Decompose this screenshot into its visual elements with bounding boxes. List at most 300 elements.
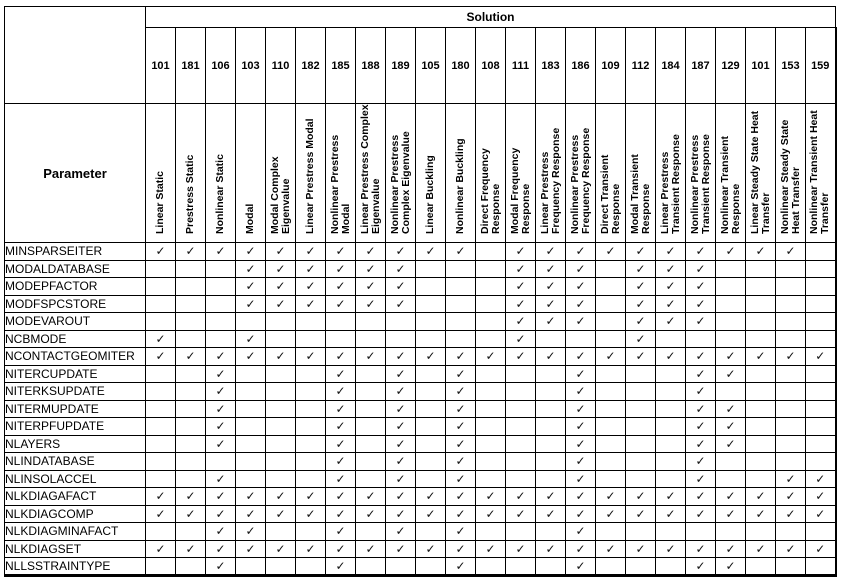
check-cell: [236, 400, 266, 418]
check-cell: [446, 260, 476, 278]
checkmark-icon: ✓: [686, 453, 716, 471]
check-cell: [446, 330, 476, 348]
checkmark-icon: ✓: [536, 348, 566, 366]
check-cell: [746, 400, 776, 418]
check-cell: [746, 418, 776, 436]
check-cell: [236, 453, 266, 471]
check-cell: [596, 453, 626, 471]
check-cell: [416, 453, 446, 471]
check-cell: [506, 453, 536, 471]
checkmark-icon: ✓: [686, 278, 716, 296]
check-cell: [506, 558, 536, 576]
check-cell: [596, 523, 626, 541]
check-cell: [596, 418, 626, 436]
solution-title-row: [5, 7, 836, 28]
checkmark-icon: ✓: [746, 505, 776, 523]
checkmark-icon: ✓: [446, 523, 476, 541]
checkmark-icon: ✓: [626, 540, 656, 558]
check-cell: [506, 365, 536, 383]
check-cell: [176, 295, 206, 313]
checkmark-icon: ✓: [236, 488, 266, 506]
check-cell: [746, 330, 776, 348]
solution-label-cell: [386, 104, 416, 243]
checkmark-icon: ✓: [806, 470, 836, 488]
parameter-name: NCBMODE: [5, 330, 146, 348]
table-row: [5, 348, 836, 366]
checkmark-icon: ✓: [326, 453, 356, 471]
checkmark-icon: ✓: [446, 383, 476, 401]
checkmark-icon: ✓: [596, 488, 626, 506]
check-cell: [536, 470, 566, 488]
checkmark-icon: ✓: [566, 278, 596, 296]
check-cell: [656, 470, 686, 488]
check-cell: [296, 365, 326, 383]
check-cell: [386, 330, 416, 348]
checkmark-icon: ✓: [566, 295, 596, 313]
checkmark-icon: ✓: [536, 488, 566, 506]
checkmark-icon: ✓: [686, 365, 716, 383]
solution-number-101: 101: [746, 28, 776, 104]
check-cell: [776, 295, 806, 313]
checkmark-icon: ✓: [236, 348, 266, 366]
check-cell: [596, 470, 626, 488]
parameter-name: NITERMUPDATE: [5, 400, 146, 418]
check-cell: [416, 558, 446, 576]
checkmark-icon: ✓: [656, 348, 686, 366]
checkmark-icon: ✓: [446, 348, 476, 366]
checkmark-icon: ✓: [536, 278, 566, 296]
checkmark-icon: ✓: [446, 435, 476, 453]
checkmark-icon: ✓: [266, 260, 296, 278]
checkmark-icon: ✓: [536, 313, 566, 331]
check-cell: [806, 383, 836, 401]
solution-label-cell: [176, 104, 206, 243]
check-cell: [716, 260, 746, 278]
check-cell: [806, 313, 836, 331]
checkmark-icon: ✓: [146, 348, 176, 366]
check-cell: [626, 558, 656, 576]
check-cell: [806, 260, 836, 278]
solution-label: Nonlinear Prestress Transient Response: [688, 134, 712, 234]
checkmark-icon: ✓: [536, 243, 566, 261]
solution-number-187: 187: [686, 28, 716, 104]
checkmark-icon: ✓: [686, 505, 716, 523]
check-cell: [206, 295, 236, 313]
check-cell: [146, 383, 176, 401]
check-cell: [146, 453, 176, 471]
check-cell: [506, 418, 536, 436]
checkmark-icon: ✓: [236, 505, 266, 523]
check-cell: [776, 400, 806, 418]
checkmark-icon: ✓: [236, 330, 266, 348]
check-cell: [476, 383, 506, 401]
check-cell: [356, 558, 386, 576]
check-cell: [746, 383, 776, 401]
checkmark-icon: ✓: [746, 488, 776, 506]
check-cell: [236, 365, 266, 383]
check-cell: [626, 453, 656, 471]
check-cell: [746, 278, 776, 296]
check-cell: [176, 365, 206, 383]
solution-label: Linear Prestress Frequency Response: [538, 127, 562, 234]
checkmark-icon: ✓: [206, 505, 236, 523]
check-cell: [446, 313, 476, 331]
check-cell: [176, 523, 206, 541]
solution-label-cell: [566, 104, 596, 243]
check-cell: [176, 260, 206, 278]
check-cell: [176, 435, 206, 453]
check-cell: [416, 278, 446, 296]
check-cell: [446, 278, 476, 296]
check-cell: [176, 558, 206, 576]
checkmark-icon: ✓: [386, 418, 416, 436]
parameter-name: NITERPFUPDATE: [5, 418, 146, 436]
solution-number-109: 109: [596, 28, 626, 104]
checkmark-icon: ✓: [206, 523, 236, 541]
checkmark-icon: ✓: [326, 505, 356, 523]
checkmark-icon: ✓: [386, 278, 416, 296]
solution-number-188: 188: [356, 28, 386, 104]
check-cell: [776, 365, 806, 383]
checkmark-icon: ✓: [386, 470, 416, 488]
check-cell: [596, 260, 626, 278]
check-cell: [176, 383, 206, 401]
checkmark-icon: ✓: [716, 365, 746, 383]
checkmark-icon: ✓: [236, 295, 266, 313]
check-cell: [176, 278, 206, 296]
check-cell: [716, 295, 746, 313]
checkmark-icon: ✓: [326, 278, 356, 296]
table-row: [5, 418, 836, 436]
parameter-name: NLINSOLACCEL: [5, 470, 146, 488]
check-cell: [266, 453, 296, 471]
checkmark-icon: ✓: [326, 488, 356, 506]
check-cell: [206, 313, 236, 331]
check-cell: [296, 383, 326, 401]
check-cell: [356, 435, 386, 453]
checkmark-icon: ✓: [386, 453, 416, 471]
check-cell: [746, 470, 776, 488]
check-cell: [356, 313, 386, 331]
checkmark-icon: ✓: [326, 383, 356, 401]
check-cell: [476, 523, 506, 541]
checkmark-icon: ✓: [206, 558, 236, 576]
solution-label: Prestress Static: [184, 154, 196, 234]
check-cell: [206, 330, 236, 348]
check-cell: [746, 558, 776, 576]
check-cell: [776, 260, 806, 278]
solution-label-cell: [206, 104, 236, 243]
check-cell: [296, 400, 326, 418]
solution-number-101: 101: [146, 28, 176, 104]
check-cell: [146, 400, 176, 418]
check-cell: [476, 558, 506, 576]
matrix-header: [5, 7, 836, 243]
solution-label-cell: [806, 104, 836, 243]
check-cell: [146, 418, 176, 436]
table-row: [5, 470, 836, 488]
table-row: [5, 435, 836, 453]
table-row: [5, 453, 836, 471]
checkmark-icon: ✓: [176, 540, 206, 558]
checkmark-icon: ✓: [446, 365, 476, 383]
checkmark-icon: ✓: [716, 505, 746, 523]
parameter-name: MODEVAROUT: [5, 313, 146, 331]
check-cell: [626, 523, 656, 541]
table-row: [5, 400, 836, 418]
checkmark-icon: ✓: [746, 243, 776, 261]
table-row: [5, 278, 836, 296]
checkmark-icon: ✓: [506, 313, 536, 331]
check-cell: [806, 435, 836, 453]
solution-number-159: 159: [806, 28, 836, 104]
checkmark-icon: ✓: [326, 365, 356, 383]
checkmark-icon: ✓: [506, 348, 536, 366]
check-cell: [146, 260, 176, 278]
checkmark-icon: ✓: [686, 260, 716, 278]
check-cell: [476, 243, 506, 261]
checkmark-icon: ✓: [386, 400, 416, 418]
checkmark-icon: ✓: [776, 540, 806, 558]
check-cell: [596, 295, 626, 313]
check-cell: [506, 400, 536, 418]
check-cell: [266, 400, 296, 418]
checkmark-icon: ✓: [566, 260, 596, 278]
solution-label: Nonlinear Prestress Frequency Response: [568, 127, 592, 234]
table-row: [5, 523, 836, 541]
checkmark-icon: ✓: [326, 243, 356, 261]
check-cell: [236, 383, 266, 401]
check-cell: [506, 470, 536, 488]
checkmark-icon: ✓: [716, 348, 746, 366]
parameter-name: MODALDATABASE: [5, 260, 146, 278]
check-cell: [656, 453, 686, 471]
checkmark-icon: ✓: [476, 540, 506, 558]
checkmark-icon: ✓: [386, 540, 416, 558]
checkmark-icon: ✓: [716, 558, 746, 576]
solution-label-cell: [296, 104, 326, 243]
check-cell: [716, 278, 746, 296]
check-cell: [536, 400, 566, 418]
solution-label-cell: [746, 104, 776, 243]
solution-label: Modal Transient Response: [628, 154, 652, 234]
checkmark-icon: ✓: [446, 488, 476, 506]
checkmark-icon: ✓: [716, 435, 746, 453]
solution-label: Nonlinear Buckling: [454, 138, 466, 234]
check-cell: [146, 295, 176, 313]
checkmark-icon: ✓: [446, 400, 476, 418]
checkmark-icon: ✓: [386, 243, 416, 261]
checkmark-icon: ✓: [236, 243, 266, 261]
check-cell: [806, 558, 836, 576]
check-cell: [476, 365, 506, 383]
solution-number-111: 111: [506, 28, 536, 104]
solution-label-cell: [446, 104, 476, 243]
check-cell: [626, 418, 656, 436]
check-cell: [176, 400, 206, 418]
check-cell: [806, 330, 836, 348]
check-cell: [596, 313, 626, 331]
check-cell: [266, 558, 296, 576]
check-cell: [146, 278, 176, 296]
checkmark-icon: ✓: [146, 330, 176, 348]
check-cell: [746, 295, 776, 313]
checkmark-icon: ✓: [446, 540, 476, 558]
checkmark-icon: ✓: [806, 505, 836, 523]
check-cell: [356, 365, 386, 383]
solution-label-cell: [326, 104, 356, 243]
solution-label: Linear Steady State Heat Transfer: [748, 110, 772, 234]
checkmark-icon: ✓: [566, 383, 596, 401]
checkmark-icon: ✓: [356, 243, 386, 261]
checkmark-icon: ✓: [656, 488, 686, 506]
checkmark-icon: ✓: [566, 348, 596, 366]
solution-number-110: 110: [266, 28, 296, 104]
check-cell: [476, 435, 506, 453]
check-cell: [266, 523, 296, 541]
solution-label-cell: [356, 104, 386, 243]
solution-label: Direct Frequency Response: [478, 148, 502, 234]
checkmark-icon: ✓: [356, 505, 386, 523]
checkmark-icon: ✓: [206, 400, 236, 418]
checkmark-icon: ✓: [296, 278, 326, 296]
check-cell: [296, 330, 326, 348]
check-cell: [326, 313, 356, 331]
checkmark-icon: ✓: [176, 243, 206, 261]
check-cell: [296, 558, 326, 576]
check-cell: [146, 523, 176, 541]
checkmark-icon: ✓: [806, 348, 836, 366]
check-cell: [206, 453, 236, 471]
checkmark-icon: ✓: [506, 243, 536, 261]
check-cell: [386, 558, 416, 576]
checkmark-icon: ✓: [656, 540, 686, 558]
parameter-name: NLINDATABASE: [5, 453, 146, 471]
check-cell: [326, 330, 356, 348]
checkmark-icon: ✓: [326, 400, 356, 418]
check-cell: [506, 383, 536, 401]
check-cell: [776, 383, 806, 401]
check-cell: [236, 435, 266, 453]
check-cell: [536, 558, 566, 576]
checkmark-icon: ✓: [206, 488, 236, 506]
checkmark-icon: ✓: [626, 348, 656, 366]
solution-label: Nonlinear Transient Response: [718, 135, 742, 234]
check-cell: [356, 523, 386, 541]
checkmark-icon: ✓: [326, 523, 356, 541]
checkmark-icon: ✓: [146, 540, 176, 558]
checkmark-icon: ✓: [536, 260, 566, 278]
check-cell: [776, 418, 806, 436]
checkmark-icon: ✓: [386, 523, 416, 541]
checkmark-icon: ✓: [326, 348, 356, 366]
check-cell: [416, 418, 446, 436]
check-cell: [746, 435, 776, 453]
check-cell: [656, 523, 686, 541]
check-cell: [806, 523, 836, 541]
checkmark-icon: ✓: [446, 505, 476, 523]
table-row: [5, 313, 836, 331]
parameter-name: MINSPARSEITER: [5, 243, 146, 261]
checkmark-icon: ✓: [506, 488, 536, 506]
check-cell: [416, 400, 446, 418]
solution-label-cell: [146, 104, 176, 243]
check-cell: [446, 295, 476, 313]
check-cell: [266, 313, 296, 331]
checkmark-icon: ✓: [386, 435, 416, 453]
checkmark-icon: ✓: [566, 365, 596, 383]
solution-number-105: 105: [416, 28, 446, 104]
parameter-name: NLLSSTRAINTYPE: [5, 558, 146, 576]
table-row: [5, 488, 836, 506]
check-cell: [806, 418, 836, 436]
check-cell: [416, 523, 446, 541]
table-row: [5, 243, 836, 261]
checkmark-icon: ✓: [806, 488, 836, 506]
checkmark-icon: ✓: [296, 295, 326, 313]
checkmark-icon: ✓: [566, 558, 596, 576]
checkmark-icon: ✓: [566, 488, 596, 506]
check-cell: [746, 453, 776, 471]
check-cell: [266, 365, 296, 383]
check-cell: [536, 453, 566, 471]
solution-label-cell: [626, 104, 656, 243]
check-cell: [806, 365, 836, 383]
checkmark-icon: ✓: [506, 278, 536, 296]
checkmark-icon: ✓: [776, 505, 806, 523]
checkmark-icon: ✓: [146, 488, 176, 506]
checkmark-icon: ✓: [296, 488, 326, 506]
solution-number-153: 153: [776, 28, 806, 104]
check-cell: [416, 435, 446, 453]
check-cell: [806, 243, 836, 261]
check-cell: [206, 278, 236, 296]
checkmark-icon: ✓: [416, 505, 446, 523]
check-cell: [296, 523, 326, 541]
check-cell: [176, 453, 206, 471]
check-cell: [776, 278, 806, 296]
checkmark-icon: ✓: [416, 540, 446, 558]
check-cell: [146, 365, 176, 383]
solution-number-129: 129: [716, 28, 746, 104]
checkmark-icon: ✓: [566, 470, 596, 488]
checkmark-icon: ✓: [326, 558, 356, 576]
check-cell: [716, 470, 746, 488]
checkmark-icon: ✓: [206, 418, 236, 436]
solution-label: Linear Prestress Complex Eigenvalue: [358, 104, 382, 234]
checkmark-icon: ✓: [656, 313, 686, 331]
checkmark-icon: ✓: [716, 400, 746, 418]
check-cell: [596, 365, 626, 383]
checkmark-icon: ✓: [326, 470, 356, 488]
checkmark-icon: ✓: [446, 243, 476, 261]
check-cell: [806, 295, 836, 313]
checkmark-icon: ✓: [386, 505, 416, 523]
check-cell: [356, 470, 386, 488]
checkmark-icon: ✓: [296, 260, 326, 278]
solution-label: Linear Prestress Transient Response: [658, 134, 682, 234]
solution-label: Modal Complex Eigenvalue: [268, 156, 292, 234]
checkmark-icon: ✓: [446, 418, 476, 436]
solution-label-cell: [236, 104, 266, 243]
parameter-name: MODFSPCSTORE: [5, 295, 146, 313]
checkmark-icon: ✓: [176, 505, 206, 523]
solution-label: Nonlinear Prestress Modal: [328, 134, 352, 234]
table-row: [5, 505, 836, 523]
checkmark-icon: ✓: [506, 260, 536, 278]
checkmark-icon: ✓: [686, 488, 716, 506]
solution-header: Solution: [146, 7, 836, 28]
